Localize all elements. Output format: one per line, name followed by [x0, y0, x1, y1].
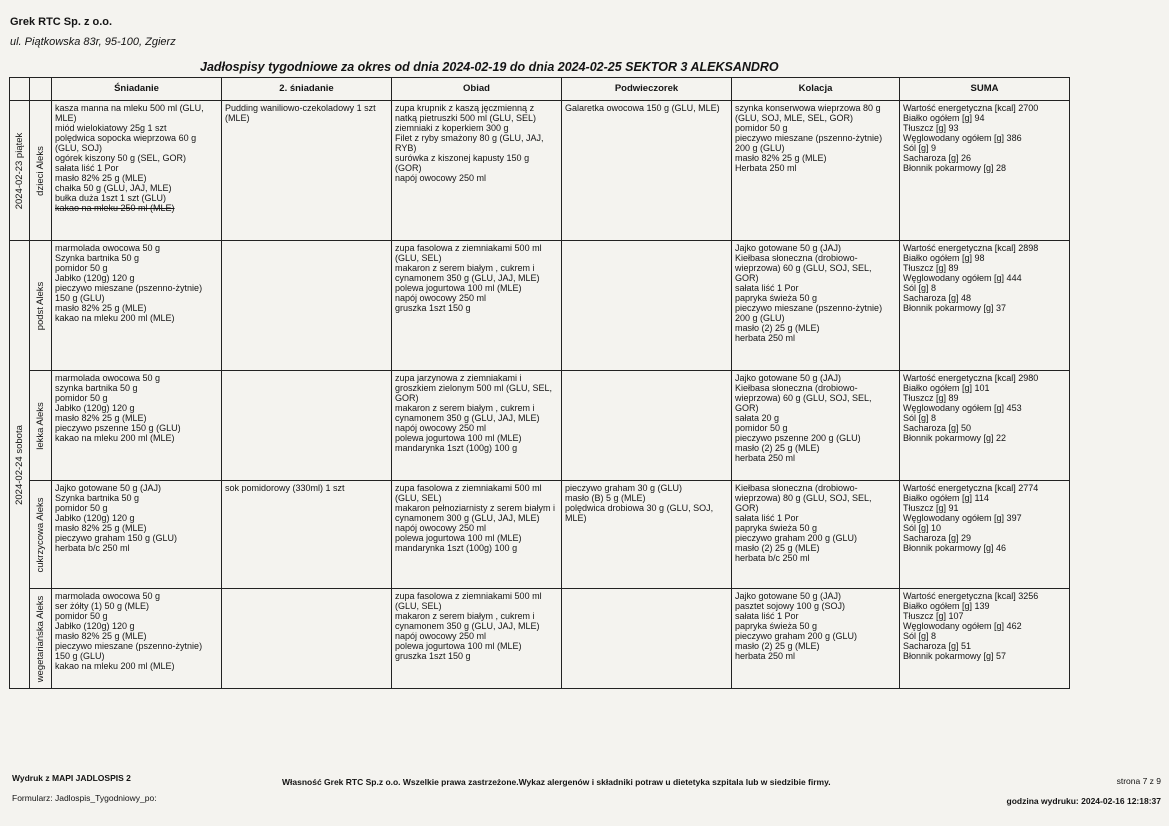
- meal-item: miód wielokiatowy 25g 1 szt: [55, 123, 167, 133]
- meal-item: zupa krupnik z kaszą jęczmienną z natką pietruszki 500 ml (GLU, SEL): [395, 103, 537, 123]
- cell-obiad: [392, 589, 562, 689]
- meal-item: Węglowodany ogółem [g] 462: [903, 621, 1022, 631]
- meal-item: szynka bartnika 50 g: [55, 383, 138, 393]
- meal-item: sałata liść 1 Por: [735, 611, 799, 621]
- meal-item: pieczywo graham 200 g (GLU): [735, 631, 858, 641]
- meal-item: masło (2) 25 g (MLE): [735, 641, 820, 651]
- diet-cell: [30, 481, 52, 589]
- footer-page-number: strona 7 z 9: [1116, 776, 1161, 786]
- meal-item: masło 82% 25 g (MLE): [55, 631, 147, 641]
- cell-podwieczorek: [562, 101, 732, 241]
- company-address: ul. Piątkowska 83r, 95-100, Zgierz: [10, 36, 176, 48]
- meal-item: pasztet sojowy 100 g (SOJ): [735, 601, 846, 611]
- meal-item: Jajko gotowane 50 g (JAJ): [735, 243, 842, 253]
- meal-item: makaron z serem białym , cukrem i cynamonem 350 g (GLU, JAJ, MLE): [395, 403, 540, 423]
- meal-item: Błonnik pokarmowy [g] 57: [903, 651, 1007, 661]
- cell-drugie: [222, 481, 392, 589]
- cell-podwieczorek: [562, 589, 732, 689]
- meal-item: Białko ogółem [g] 139: [903, 601, 990, 611]
- diet-cell: [30, 589, 52, 689]
- cell-obiad: [392, 371, 562, 481]
- meal-item: marmolada owocowa 50 g: [55, 243, 161, 253]
- meal-item: masło (2) 25 g (MLE): [735, 443, 820, 453]
- meal-item: Galaretka owocowa 150 g (GLU, MLE): [565, 103, 720, 113]
- meal-item: gruszka 1szt 150 g: [395, 303, 471, 313]
- meal-item: Wartość energetyczna [kcal] 2898: [903, 243, 1039, 253]
- cell-drugie: [222, 241, 392, 371]
- meal-item: makaron z serem białym , cukrem i cynamonem 350 g (GLU, JAJ, MLE): [395, 611, 540, 631]
- meal-item: Filet z ryby smażony 80 g (GLU, JAJ, RYB): [395, 133, 544, 153]
- meal-item: gruszka 1szt 150 g: [395, 651, 471, 661]
- meal-item: Błonnik pokarmowy [g] 22: [903, 433, 1007, 443]
- cell-suma: [900, 371, 1070, 481]
- cell-sniadanie: [52, 371, 222, 481]
- diet-label: cukrzycowa Aleks: [34, 497, 46, 572]
- cell-drugie: [222, 371, 392, 481]
- meal-item: Szynka bartnika 50 g: [55, 493, 140, 503]
- footer-printout: Wydruk z MAPI JADLOSPIS 2: [12, 773, 131, 783]
- meal-item: Sacharoza [g] 50: [903, 423, 972, 433]
- meal-item: herbata 250 ml: [735, 333, 796, 343]
- date-cell: [10, 101, 30, 241]
- diet-label: podst Aleks: [34, 281, 46, 330]
- meal-item: herbata 250 ml: [735, 453, 796, 463]
- table-row: [10, 241, 1070, 371]
- meal-item: Tłuszcz [g] 91: [903, 503, 959, 513]
- meal-item: masło 82% 25 g (MLE): [55, 413, 147, 423]
- meal-item: Błonnik pokarmowy [g] 28: [903, 163, 1007, 173]
- meal-item: Jajko gotowane 50 g (JAJ): [735, 373, 842, 383]
- footer-print-time: godzina wydruku: 2024-02-16 12:18:37: [1006, 796, 1161, 806]
- meal-item: Jajko gotowane 50 g (JAJ): [735, 591, 842, 601]
- meal-item: masło 82% 25 g (MLE): [55, 173, 147, 183]
- company-name: Grek RTC Sp. z o.o.: [10, 16, 113, 28]
- meal-item: kakao na mleku 250 ml (MLE): [55, 203, 175, 213]
- meal-item: masło 82% 25 g (MLE): [735, 153, 827, 163]
- meal-item: sok pomidorowy (330ml) 1 szt: [225, 483, 345, 493]
- meal-item: pieczywo mieszane (pszenno-żytnie) 200 g (GLU): [735, 303, 883, 323]
- meal-item: masło (2) 25 g (MLE): [735, 543, 820, 553]
- meal-item: Wartość energetyczna [kcal] 2700: [903, 103, 1039, 113]
- meal-item: polewa jogurtowa 100 ml (MLE): [395, 641, 522, 651]
- cell-kolacja: [732, 371, 900, 481]
- meal-item: pomidor 50 g: [55, 393, 108, 403]
- meal-item: Sacharoza [g] 29: [903, 533, 972, 543]
- meal-item: pieczywo mieszane (pszenno-żytnie) 150 g (GLU): [55, 283, 203, 303]
- footer-form: Formularz: Jadlospis_Tygodniowy_po:: [12, 793, 157, 803]
- meal-item: Białko ogółem [g] 101: [903, 383, 990, 393]
- meal-item: napój owocowy 250 ml: [395, 173, 487, 183]
- meal-item: zupa fasolowa z ziemniakami 500 ml (GLU, SEL): [395, 591, 542, 611]
- meal-item: herbata 250 ml: [735, 651, 796, 661]
- cell-sniadanie: [52, 241, 222, 371]
- meal-item: Tłuszcz [g] 93: [903, 123, 959, 133]
- diet-label: dzieci Aleks: [34, 145, 46, 196]
- meal-item: kakao na mleku 200 ml (MLE): [55, 313, 175, 323]
- meal-item: bułka duża 1szt 1 szt (GLU): [55, 193, 167, 203]
- meal-item: pomidor 50 g: [735, 123, 788, 133]
- meal-item: Pudding waniliowo-czekoladowy 1 szt (MLE): [225, 103, 376, 123]
- date-label: 2024-02-23 piątek: [13, 132, 25, 209]
- diet-label: lekka Aleks: [34, 401, 46, 450]
- meal-item: zupa fasolowa z ziemniakami 500 ml (GLU, SEL): [395, 243, 542, 263]
- meal-item: Węglowodany ogółem [g] 386: [903, 133, 1022, 143]
- meal-item: Jajko gotowane 50 g (JAJ): [55, 483, 162, 493]
- menu-table: [9, 77, 1070, 689]
- meal-item: pieczywo mieszane (pszenno-żytnie) 150 g (GLU): [55, 641, 203, 661]
- meal-item: zupa jarzynowa z ziemniakami i groszkiem zielonym 500 ml (GLU, SEL, GOR): [395, 373, 553, 403]
- meal-item: pieczywo mieszane (pszenno-żytnie) 200 g (GLU): [735, 133, 883, 153]
- meal-item: Węglowodany ogółem [g] 453: [903, 403, 1022, 413]
- meal-item: pieczywo graham 150 g (GLU): [55, 533, 178, 543]
- header-drugie-sniadanie: 2. śniadanie: [222, 78, 392, 101]
- table-row: [10, 589, 1070, 689]
- cell-obiad: [392, 481, 562, 589]
- meal-item: Białko ogółem [g] 98: [903, 253, 985, 263]
- header-suma: SUMA: [900, 78, 1070, 101]
- page-title: Jadłospisy tygodniowe za okres od dnia 2024-02-19 do dnia 2024-02-25 SEKTOR 3 ALEKSANDRO: [200, 60, 779, 74]
- date-label: 2024-02-24 sobota: [13, 424, 25, 505]
- cell-suma: [900, 481, 1070, 589]
- cell-obiad: [392, 241, 562, 371]
- meal-item: pomidor 50 g: [735, 423, 788, 433]
- meal-item: Sól [g] 9: [903, 143, 937, 153]
- cell-suma: [900, 241, 1070, 371]
- cell-sniadanie: [52, 589, 222, 689]
- meal-item: ogórek kiszony 50 g (SEL, GOR): [55, 153, 187, 163]
- meal-item: papryka świeża 50 g: [735, 621, 818, 631]
- meal-item: Szynka bartnika 50 g: [55, 253, 140, 263]
- meal-item: polędwica drobiowa 30 g (GLU, SOJ, MLE): [565, 503, 714, 523]
- meal-item: pieczywo graham 200 g (GLU): [735, 533, 858, 543]
- cell-podwieczorek: [562, 371, 732, 481]
- meal-item: Sacharoza [g] 26: [903, 153, 972, 163]
- cell-kolacja: [732, 241, 900, 371]
- meal-item: sałata liść 1 Por: [735, 513, 799, 523]
- meal-item: Sacharoza [g] 51: [903, 641, 972, 651]
- meal-item: Kiełbasa słoneczna (drobiowo-wieprzowa) 80 g (GLU, SOJ, SEL, GOR): [735, 483, 872, 513]
- cell-obiad: [392, 101, 562, 241]
- header-kolacja: Kolacja: [732, 78, 900, 101]
- meal-item: Tłuszcz [g] 107: [903, 611, 964, 621]
- meal-item: ser żółty (1) 50 g (MLE): [55, 601, 150, 611]
- meal-item: Błonnik pokarmowy [g] 46: [903, 543, 1007, 553]
- table-row: [10, 101, 1070, 241]
- meal-item: kasza manna na mleku 500 ml (GLU, MLE): [55, 103, 204, 123]
- header-date-blank: [10, 78, 30, 101]
- footer-ownership: Własność Grek RTC Sp.z o.o. Wszelkie prawa zastrzeżone.Wykaz alergenów i składniki potraw u dietetyka szpitala lub w siedzibie firmy.: [282, 777, 831, 787]
- meal-item: Sacharoza [g] 48: [903, 293, 972, 303]
- meal-item: kakao na mleku 200 ml (MLE): [55, 661, 175, 671]
- meal-item: makaron z serem białym , cukrem i cynamonem 350 g (GLU, JAJ, MLE): [395, 263, 540, 283]
- meal-item: Kiełbasa słoneczna (drobiowo-wieprzowa) 60 g (GLU, SOJ, SEL, GOR): [735, 253, 872, 283]
- meal-item: papryka świeża 50 g: [735, 523, 818, 533]
- meal-item: napój owocowy 250 ml: [395, 631, 487, 641]
- company-header: [10, 12, 176, 52]
- table-row: [10, 371, 1070, 481]
- meal-item: szynka konserwowa wieprzowa 80 g (GLU, SOJ, MLE, SEL, GOR): [735, 103, 881, 123]
- meal-item: polewa jogurtowa 100 ml (MLE): [395, 433, 522, 443]
- cell-suma: [900, 101, 1070, 241]
- meal-item: makaron pełnoziarnisty z serem białym i cynamonem 300 g (GLU, JAJ, MLE): [395, 503, 556, 523]
- cell-suma: [900, 589, 1070, 689]
- cell-kolacja: [732, 481, 900, 589]
- cell-sniadanie: [52, 101, 222, 241]
- meal-item: Węglowodany ogółem [g] 444: [903, 273, 1022, 283]
- meal-item: Jabłko (120g) 120 g: [55, 513, 135, 523]
- meal-item: Sól [g] 8: [903, 413, 937, 423]
- table-row: [10, 481, 1070, 589]
- cell-podwieczorek: [562, 241, 732, 371]
- meal-item: Sól [g] 8: [903, 631, 937, 641]
- meal-item: pieczywo graham 30 g (GLU): [565, 483, 683, 493]
- meal-item: pieczywo pszenne 200 g (GLU): [735, 433, 861, 443]
- meal-item: surówka z kiszonej kapusty 150 g (GOR): [395, 153, 530, 173]
- cell-sniadanie: [52, 481, 222, 589]
- meal-item: masło (2) 25 g (MLE): [735, 323, 820, 333]
- cell-kolacja: [732, 589, 900, 689]
- cell-drugie: [222, 101, 392, 241]
- meal-item: marmolada owocowa 50 g: [55, 373, 161, 383]
- meal-item: Tłuszcz [g] 89: [903, 393, 959, 403]
- meal-item: Wartość energetyczna [kcal] 2774: [903, 483, 1039, 493]
- cell-kolacja: [732, 101, 900, 241]
- cell-drugie: [222, 589, 392, 689]
- meal-item: polewa jogurtowa 100 ml (MLE): [395, 283, 522, 293]
- header-row: [10, 78, 1070, 101]
- meal-item: herbata b/c 250 ml: [55, 543, 130, 553]
- meal-item: Węglowodany ogółem [g] 397: [903, 513, 1022, 523]
- meal-item: Jabłko (120g) 120 g: [55, 403, 135, 413]
- diet-cell: [30, 241, 52, 371]
- meal-item: pomidor 50 g: [55, 611, 108, 621]
- meal-item: Białko ogółem [g] 94: [903, 113, 985, 123]
- header-podwieczorek: Podwieczorek: [562, 78, 732, 101]
- diet-cell: [30, 371, 52, 481]
- meal-item: Kiełbasa słoneczna (drobiowo-wieprzowa) 60 g (GLU, SOJ, SEL, GOR): [735, 383, 872, 413]
- meal-item: masło 82% 25 g (MLE): [55, 523, 147, 533]
- meal-item: Wartość energetyczna [kcal] 3256: [903, 591, 1039, 601]
- meal-item: pieczywo pszenne 150 g (GLU): [55, 423, 181, 433]
- meal-item: napój owocowy 250 ml: [395, 523, 487, 533]
- meal-item: polewa jogurtowa 100 ml (MLE): [395, 533, 522, 543]
- header-sniadanie: Śniadanie: [52, 78, 222, 101]
- meal-item: Białko ogółem [g] 114: [903, 493, 989, 503]
- meal-item: ziemniaki z koperkiem 300 g: [395, 123, 509, 133]
- meal-item: chałka 50 g (GLU, JAJ, MLE): [55, 183, 172, 193]
- diet-cell: [30, 101, 52, 241]
- diet-label: wegetariańska Aleks: [34, 595, 46, 682]
- meal-item: mandarynka 1szt (100g) 100 g: [395, 443, 518, 453]
- meal-item: sałata 20 g: [735, 413, 780, 423]
- meal-item: zupa fasolowa z ziemniakami 500 ml (GLU, SEL): [395, 483, 542, 503]
- meal-item: pomidor 50 g: [55, 263, 108, 273]
- meal-item: Sól [g] 8: [903, 283, 937, 293]
- header-diet-blank: [30, 78, 52, 101]
- header-obiad: Obiad: [392, 78, 562, 101]
- meal-item: Jabłko (120g) 120 g: [55, 621, 135, 631]
- meal-item: pomidor 50 g: [55, 503, 108, 513]
- meal-item: masło (B) 5 g (MLE): [565, 493, 646, 503]
- meal-item: sałata liść 1 Por: [735, 283, 799, 293]
- meal-item: napój owocowy 250 ml: [395, 423, 487, 433]
- meal-item: papryka świeża 50 g: [735, 293, 818, 303]
- meal-item: napój owocowy 250 ml: [395, 293, 487, 303]
- meal-item: Wartość energetyczna [kcal] 2980: [903, 373, 1039, 383]
- meal-item: herbata b/c 250 ml: [735, 553, 810, 563]
- meal-item: Herbata 250 ml: [735, 163, 797, 173]
- meal-item: sałata liść 1 Por: [55, 163, 119, 173]
- meal-item: mandarynka 1szt (100g) 100 g: [395, 543, 518, 553]
- cell-podwieczorek: [562, 481, 732, 589]
- meal-item: Sól [g] 10: [903, 523, 942, 533]
- date-cell: [10, 241, 30, 689]
- meal-item: Jabłko (120g) 120 g: [55, 273, 135, 283]
- meal-item: kakao na mleku 200 ml (MLE): [55, 433, 175, 443]
- meal-item: marmolada owocowa 50 g: [55, 591, 161, 601]
- meal-item: Błonnik pokarmowy [g] 37: [903, 303, 1007, 313]
- meal-item: masło 82% 25 g (MLE): [55, 303, 147, 313]
- meal-item: Tłuszcz [g] 89: [903, 263, 959, 273]
- meal-item: polędwica sopocka wieprzowa 60 g (GLU, SOJ): [55, 133, 197, 153]
